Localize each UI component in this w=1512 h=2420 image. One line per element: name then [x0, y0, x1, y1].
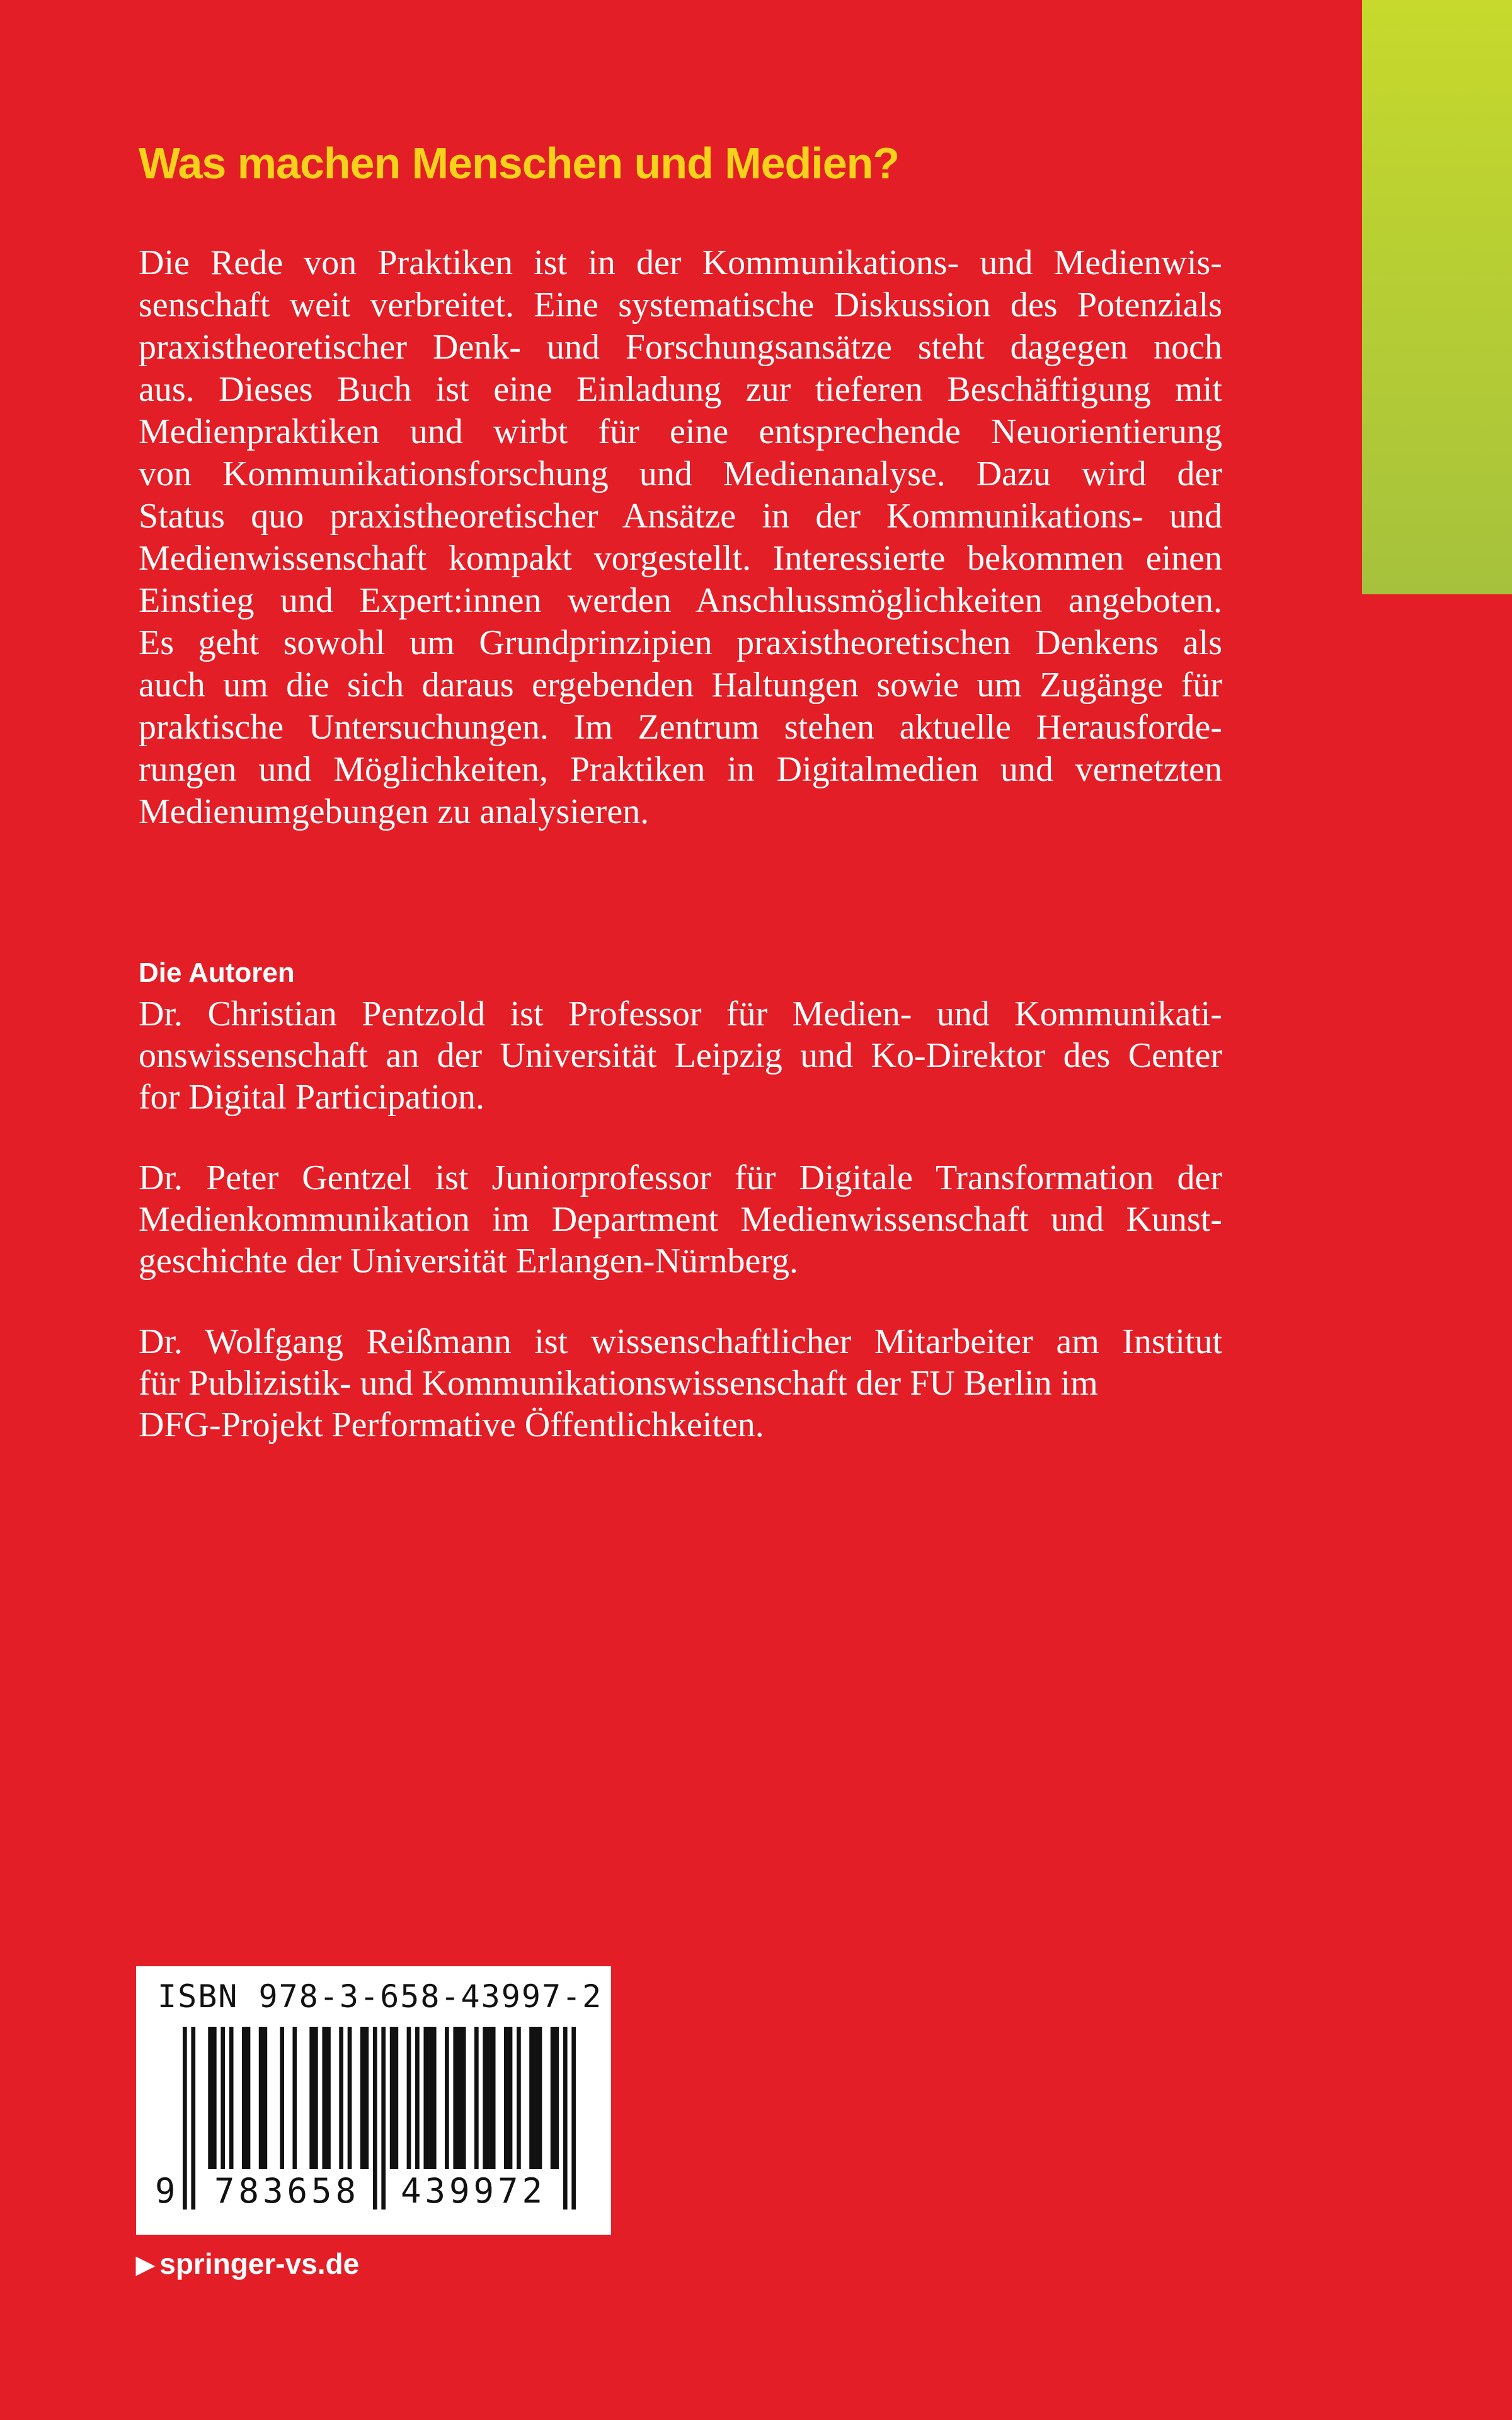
- barcode-digits-right: 439972: [398, 2169, 549, 2213]
- author-bio-line: DFG-Projekt Performative Öffentlichkeiten.: [139, 1405, 764, 1444]
- barcode-bar: [292, 2027, 297, 2169]
- barcode-bar: [517, 2027, 521, 2169]
- author-bio-line: Dr. Wolfgang Reißmann ist wissenschaftlicher Mitarbeiter am Institut: [139, 1322, 1222, 1361]
- author-bio: [139, 1157, 1222, 1282]
- blurb-line: rungen und Möglichkeiten, Praktiken in Digitalmedien und vernetzten: [139, 750, 1222, 789]
- publisher-link[interactable]: [136, 2245, 359, 2284]
- author-bio-line: for Digital Participation.: [139, 1078, 484, 1117]
- barcode-bar: [415, 2027, 420, 2169]
- blurb-line: Medienumgebungen zu analysieren.: [139, 792, 650, 831]
- author-bio: [139, 1321, 1222, 1446]
- barcode-bar: [242, 2027, 250, 2169]
- blurb-line: von Kommunikationsforschung und Medienanalyse. Dazu wird der: [139, 454, 1222, 493]
- blurb: [139, 242, 1222, 833]
- barcode-bar: [229, 2027, 234, 2169]
- blurb-line: Es geht sowohl um Grundprinzipien praxistheoretischen Denkens als: [139, 623, 1222, 662]
- barcode-bar: [360, 2027, 369, 2169]
- barcode-bar: [445, 2027, 449, 2169]
- author-bio-line: Dr. Christian Pentzold ist Professor für Medien- und Kommunikati-: [139, 994, 1222, 1034]
- blurb-line: praktische Untersuchungen. Im Zentrum stehen aktuelle Herausforde-: [139, 708, 1222, 747]
- barcode-digits-left: 783658: [212, 2169, 362, 2213]
- blurb-line: Medienwissenschaft kompakt vorgestellt. Interessierte bekommen einen: [139, 539, 1222, 578]
- barcode-bar: [208, 2027, 216, 2169]
- blurb-line: Einstieg und Expert:innen werden Anschlussmöglichkeiten angeboten.: [139, 581, 1222, 620]
- barcode-bar: [407, 2027, 411, 2169]
- isbn-barcode: [136, 1966, 611, 2235]
- barcode-bar: [309, 2027, 318, 2169]
- barcode-bar: [339, 2027, 343, 2169]
- barcode-bar: [390, 2027, 398, 2169]
- publisher-url: springer-vs.de: [159, 2247, 360, 2280]
- barcode-bar: [529, 2027, 542, 2169]
- author-bio-line: Dr. Peter Gentzel ist Juniorprofessor für Digitale Transformation der: [139, 1158, 1222, 1197]
- headline: Was machen Menschen und Medien?: [139, 139, 900, 188]
- blurb-line: praxistheoretischer Denk- und Forschungsansätze steht dagegen noch: [139, 328, 1222, 367]
- blurb-line: aus. Dieses Buch ist eine Einladung zur tieferen Beschäftigung mit: [139, 370, 1222, 409]
- triangle-right-icon: ▶: [136, 2252, 155, 2278]
- barcode-bar: [551, 2027, 559, 2169]
- author-bio-line: für Publizistik- und Kommunikationswissenschaft der FU Berlin im: [139, 1364, 1098, 1403]
- isbn-label: ISBN 978-3-658-43997-2: [158, 1978, 603, 2015]
- barcode-bar: [280, 2027, 284, 2169]
- blurb-line: auch um die sich daraus ergebenden Haltungen sowie um Zugänge für: [139, 666, 1222, 705]
- author-bio-line: geschichte der Universität Erlangen-Nürnberg.: [139, 1242, 799, 1281]
- green-accent-bar: [1362, 0, 1512, 594]
- barcode-bar: [504, 2027, 512, 2169]
- blurb-line: Die Rede von Praktiken ist in der Kommunikations- und Medienwis-: [139, 243, 1222, 282]
- barcode-digit-first: 9: [152, 2169, 178, 2213]
- author-bio: [139, 993, 1222, 1118]
- barcode-digits: [151, 2169, 592, 2213]
- barcode-bar: [423, 2027, 436, 2169]
- barcode-bar: [348, 2027, 352, 2169]
- author-bio-line: Medienkommunikation im Department Medienwissenschaft und Kunst-: [139, 1200, 1222, 1239]
- barcode-bar: [259, 2027, 267, 2169]
- blurb-line: Medienpraktiken und wirbt für eine entsprechende Neuorientierung: [139, 412, 1222, 451]
- barcode-bar: [483, 2027, 495, 2169]
- barcode-bar: [453, 2027, 466, 2169]
- barcode-bar: [474, 2027, 479, 2169]
- author-bio-line: onswissenschaft an der Universität Leipzig und Ko-Direktor des Center: [139, 1036, 1222, 1075]
- barcode-bar: [322, 2027, 330, 2169]
- authors-heading: Die Autoren: [139, 957, 295, 988]
- blurb-line: Status quo praxistheoretischer Ansätze in der Kommunikations- und: [139, 497, 1222, 536]
- barcode-bar: [220, 2027, 225, 2169]
- blurb-line: senschaft weit verbreitet. Eine systematische Diskussion des Potenzials: [139, 285, 1222, 325]
